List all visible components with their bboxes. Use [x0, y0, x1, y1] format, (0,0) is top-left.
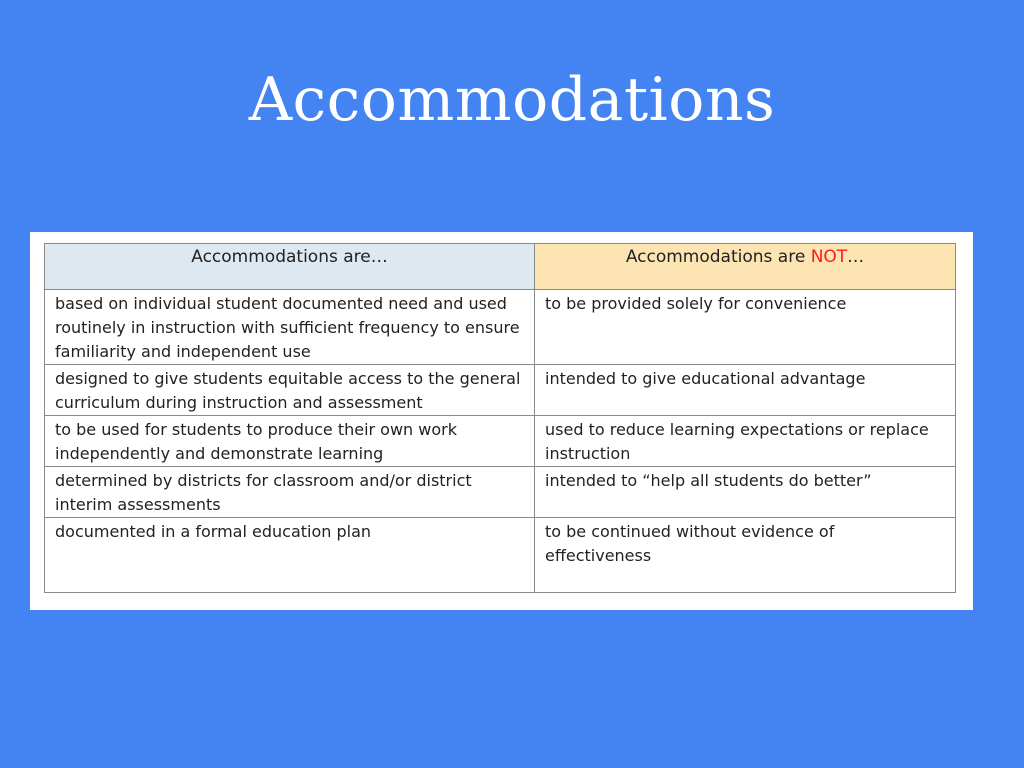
are-cell: based on individual student documented need and used routinely in instruction with sufficient frequency to ensure familiarity and independent use — [45, 290, 535, 365]
header-accommodations-are-not — [535, 244, 956, 290]
table-row — [45, 518, 956, 593]
table-row — [45, 290, 956, 365]
are-not-cell: to be continued without evidence of effectiveness — [535, 518, 956, 593]
are-cell: documented in a formal education plan — [45, 518, 535, 593]
are-not-cell: intended to “help all students do better” — [535, 467, 956, 518]
table-image-panel — [30, 232, 973, 610]
are-not-cell: to be provided solely for convenience — [535, 290, 956, 365]
table-header-row — [45, 244, 956, 290]
are-not-cell: used to reduce learning expectations or replace instruction — [535, 416, 956, 467]
header-accommodations-are: Accommodations are… — [45, 244, 535, 290]
table-row — [45, 467, 956, 518]
slide-title: Accommodations — [248, 65, 776, 135]
table-row — [45, 416, 956, 467]
table-row — [45, 365, 956, 416]
header-right-suffix: … — [847, 247, 865, 267]
accommodations-table — [44, 243, 956, 593]
are-not-cell: intended to give educational advantage — [535, 365, 956, 416]
are-cell: to be used for students to produce their own work independently and demonstrate learning — [45, 416, 535, 467]
header-right-prefix: Accommodations are — [625, 247, 811, 267]
header-not-emphasis: NOT — [810, 247, 848, 267]
are-cell: designed to give students equitable access to the general curriculum during instruction and assessment — [45, 365, 535, 416]
are-cell: determined by districts for classroom and/or district interim assessments — [45, 467, 535, 518]
